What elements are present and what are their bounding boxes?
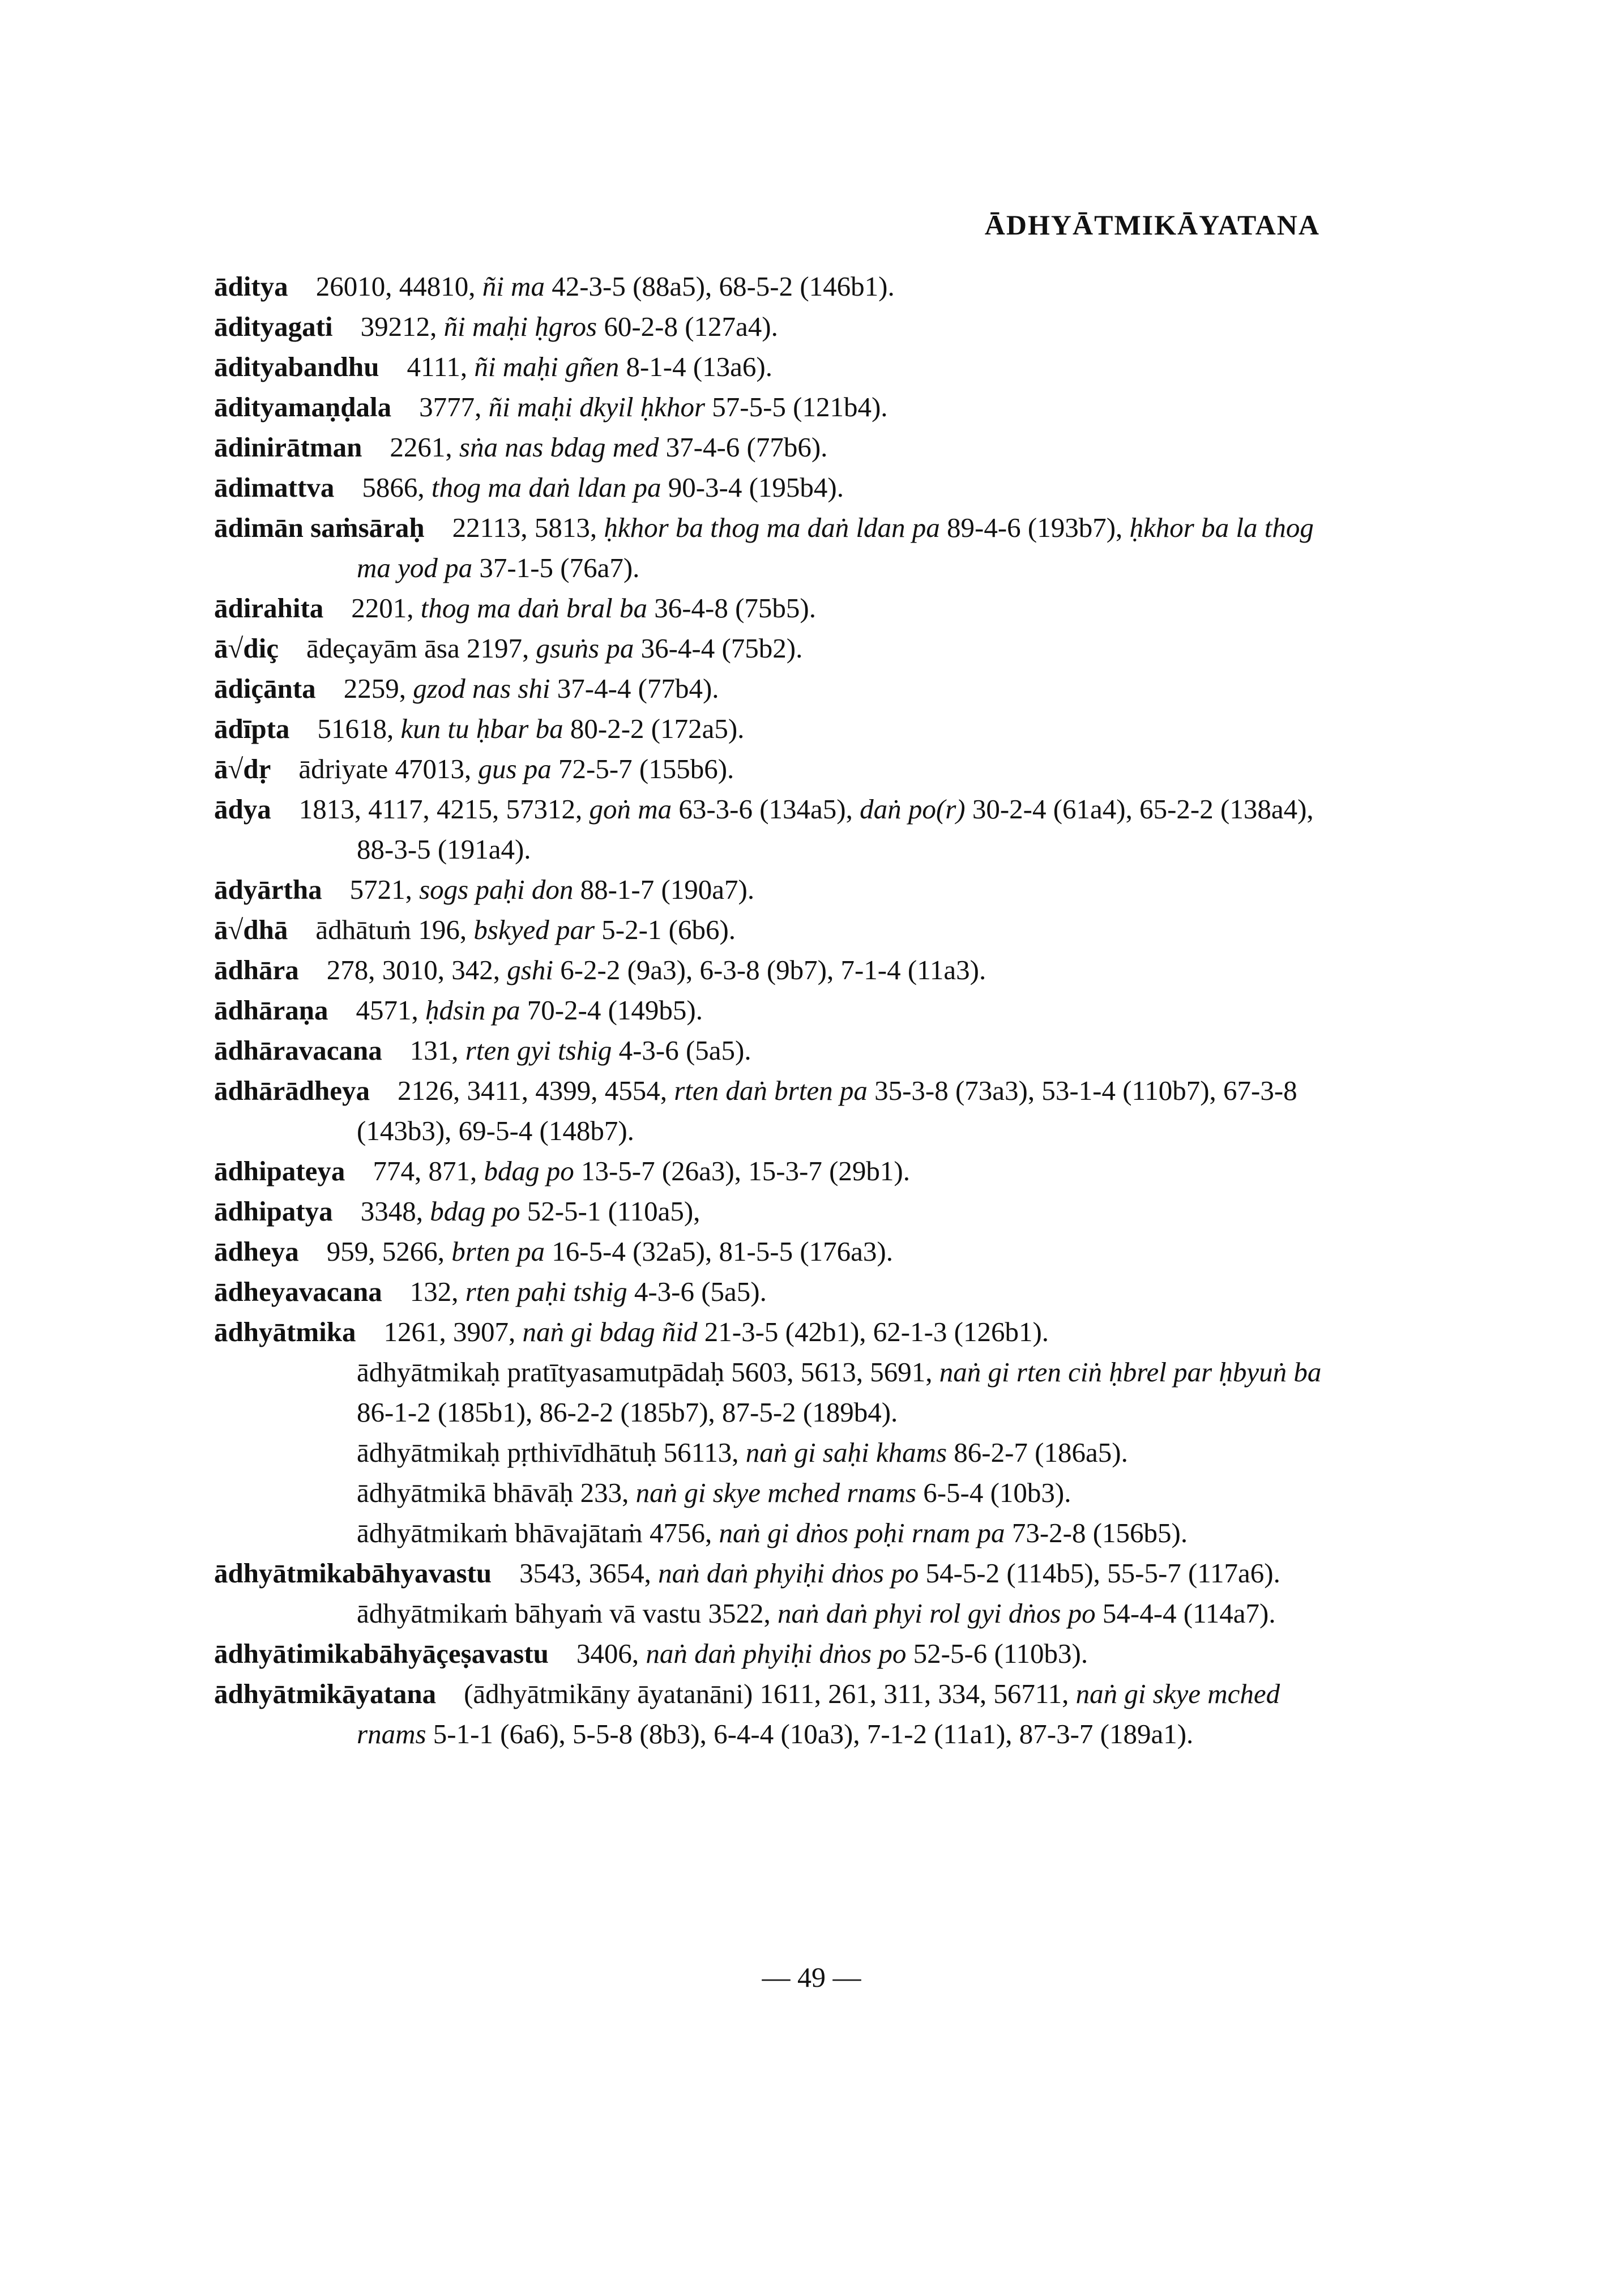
headword: ādya (214, 793, 271, 825)
dictionary-entry (214, 1674, 1324, 1754)
entry-text: 90-3-4 (195b4). (661, 472, 844, 503)
entry-text: ādhyātmikā bhāvāḥ 233, (357, 1477, 636, 1508)
dictionary-entry (214, 910, 1324, 950)
headword: āditya (214, 271, 288, 302)
dictionary-entry (214, 1271, 1324, 1312)
tibetan-equivalent: gus pa (478, 753, 552, 784)
headword: ādheyavacana (214, 1276, 382, 1307)
headword: ādhāra (214, 954, 299, 985)
dictionary-entry (214, 869, 1324, 910)
headword: ādhārādheya (214, 1075, 370, 1106)
headword: ādheya (214, 1236, 299, 1267)
sub-entry (214, 1593, 1324, 1633)
tibetan-equivalent: thog ma daṅ ldan pa (431, 472, 661, 503)
tibetan-equivalent: sṅa nas bdag med (459, 432, 659, 463)
headword: ādhāravacana (214, 1035, 382, 1066)
tibetan-equivalent: kun tu ḥbar ba (400, 713, 563, 744)
tibetan-equivalent: rten paḥi tshig (465, 1276, 627, 1307)
headword: ā√dhā (214, 914, 288, 945)
headword: ādhyātmikabāhyavastu (214, 1557, 492, 1589)
headword: ādityabandhu (214, 351, 379, 382)
dictionary-entry (214, 1030, 1324, 1070)
dictionary-entry (214, 306, 1324, 347)
tibetan-equivalent: naṅ gi skye mched rnams (635, 1477, 916, 1508)
tibetan-equivalent: naṅ gi skye mched rnams (357, 1678, 1280, 1749)
entry-text: 88-1-7 (190a7). (573, 874, 755, 905)
tibetan-equivalent: rten daṅ brten pa (674, 1075, 868, 1106)
headword: ādityagati (214, 311, 333, 342)
dictionary-entry (214, 1070, 1324, 1151)
headword: ādimattva (214, 472, 335, 503)
entry-text: 21-3-5 (42b1), 62-1-3 (126b1). (697, 1316, 1049, 1347)
tibetan-equivalent: sogs paḥi don (419, 874, 574, 905)
entry-text: 86-1-2 (185b1), 86-2-2 (185b7), 87-5-2 (189b4). (357, 1397, 898, 1428)
tibetan-equivalent: brten pa (451, 1236, 545, 1267)
tibetan-equivalent: naṅ daṅ phyiḥi dṅos po (658, 1557, 919, 1589)
entry-text: 30-2-4 (61a4), 65-2-2 (138a4), 88-3-5 (191a4). (357, 793, 1314, 865)
entry-text: 1261, 3907, (383, 1316, 523, 1347)
entry-text: 3406, (576, 1638, 646, 1669)
dictionary-entry (214, 1553, 1324, 1593)
tibetan-equivalent: ḥkhor ba la thog ma yod pa (357, 512, 1314, 583)
tibetan-equivalent: ñi maḥi dkyil ḥkhor (488, 391, 706, 423)
tibetan-equivalent: naṅ daṅ phyiḥi dṅos po (646, 1638, 907, 1669)
tibetan-equivalent: naṅ gi dṅos poḥi rnam pa (719, 1517, 1005, 1548)
entry-text: 54-5-2 (114b5), 55-5-7 (117a6). (919, 1557, 1280, 1589)
tibetan-equivalent: bskyed par (473, 914, 595, 945)
tibetan-equivalent: daṅ po(r) (860, 793, 966, 825)
dictionary-entry (214, 1312, 1324, 1352)
entry-text: 51618, (317, 713, 401, 744)
entry-text: 2261, (390, 432, 459, 463)
entry-text: ādeçayām āsa 2197, (306, 633, 536, 664)
entry-text: 54-4-4 (114a7). (1095, 1598, 1276, 1629)
dictionary-entry (214, 507, 1324, 588)
headword: ādhyātimikabāhyāçeṣavastu (214, 1638, 549, 1669)
entry-text: 3543, 3654, (519, 1557, 659, 1589)
entry-text: 73-2-8 (156b5). (1005, 1517, 1188, 1548)
tibetan-equivalent: thog ma daṅ bral ba (420, 592, 647, 624)
entry-text: 132, (409, 1276, 465, 1307)
entry-text: 3348, (360, 1196, 430, 1227)
entry-text: 39212, (360, 311, 444, 342)
sub-entry (214, 1473, 1324, 1513)
entry-text: 60-2-8 (127a4). (597, 311, 778, 342)
entry-list (214, 266, 1324, 1754)
entry-text: 959, 5266, (326, 1236, 452, 1267)
entry-text: 16-5-4 (32a5), 81-5-5 (176a3). (544, 1236, 893, 1267)
tibetan-equivalent: gshi (507, 954, 553, 985)
running-head: ĀDHYĀTMIKĀYATANA (984, 209, 1320, 241)
tibetan-equivalent: ḥkhor ba thog ma daṅ ldan pa (604, 512, 940, 543)
entry-text: 63-3-6 (134a5), (672, 793, 860, 825)
dictionary-entry (214, 347, 1324, 387)
entry-text: 35-3-8 (73a3), 53-1-4 (110b7), 67-3-8 (143b3), 69-5-4 (148b7). (357, 1075, 1297, 1146)
entry-text: ādhyātmikaḥ pratītyasamutpādaḥ 5603, 5613, 5691, (357, 1356, 939, 1388)
headword: ādhyātmikāyatana (214, 1678, 437, 1709)
headword: ādiçānta (214, 673, 316, 704)
entry-text: 36-4-4 (75b2). (634, 633, 803, 664)
dictionary-entry (214, 1633, 1324, 1674)
headword: ādirahita (214, 592, 324, 624)
entry-text: ādhātuṁ 196, (315, 914, 474, 945)
tibetan-equivalent: naṅ gi rten ciṅ ḥbrel par ḥbyuṅ ba (939, 1356, 1322, 1388)
entry-text: 4111, (407, 351, 475, 382)
headword: ādīpta (214, 713, 290, 744)
dictionary-entry (214, 628, 1324, 668)
headword: ādhipateya (214, 1155, 345, 1187)
entry-text: 4-3-6 (5a5). (627, 1276, 767, 1307)
headword: ādhipatya (214, 1196, 333, 1227)
entry-text: 774, 871, (373, 1155, 484, 1187)
entry-text: 37-4-4 (77b4). (550, 673, 719, 704)
dictionary-entry (214, 1151, 1324, 1191)
dictionary-entry (214, 990, 1324, 1030)
dictionary-entry (214, 789, 1324, 869)
tibetan-equivalent: goṅ ma (589, 793, 672, 825)
tibetan-equivalent: ḥdsin pa (425, 995, 520, 1026)
dictionary-entry (214, 588, 1324, 628)
entry-text: 1813, 4117, 4215, 57312, (298, 793, 590, 825)
tibetan-equivalent: naṅ gi saḥi khams (745, 1437, 947, 1468)
entry-text: 13-5-7 (26a3), 15-3-7 (29b1). (574, 1155, 910, 1187)
entry-text: 37-1-5 (76a7). (472, 552, 640, 583)
tibetan-equivalent: ñi maḥi gñen (474, 351, 620, 382)
entry-text: 2201, (351, 592, 421, 624)
dictionary-entry (214, 266, 1324, 306)
entry-text: 5866, (362, 472, 432, 503)
entry-text: 278, 3010, 342, (326, 954, 507, 985)
sub-entry (214, 1432, 1324, 1473)
entry-text: ādhyātmikaṁ bāhyaṁ vā vastu 3522, (357, 1598, 778, 1629)
entry-text: 6-5-4 (10b3). (916, 1477, 1071, 1508)
dictionary-entry (214, 1191, 1324, 1231)
entry-text: 52-5-6 (110b3). (906, 1638, 1088, 1669)
tibetan-equivalent: rten gyi tshig (465, 1035, 612, 1066)
headword: ādimān saṁsāraḥ (214, 512, 425, 543)
tibetan-equivalent: naṅ gi bdag ñid (522, 1316, 698, 1347)
headword: ādyārtha (214, 874, 322, 905)
entry-text: 4571, (356, 995, 426, 1026)
entry-text: 5721, (349, 874, 420, 905)
entry-text: 36-4-8 (75b5). (647, 592, 817, 624)
entry-text: 2126, 3411, 4399, 4554, (398, 1075, 674, 1106)
entry-text: 57-5-5 (121b4). (705, 391, 888, 423)
entry-text: 4-3-6 (5a5). (612, 1035, 751, 1066)
entry-text: 2259, (343, 673, 413, 704)
entry-text: 72-5-7 (155b6). (551, 753, 734, 784)
entry-text: 5-1-1 (6a6), 5-5-8 (8b3), 6-4-4 (10a3), 7-1-2 (11a1), 87-3-7 (189a1). (426, 1718, 1194, 1749)
entry-text: 80-2-2 (172a5). (563, 713, 745, 744)
headword: ā√diç (214, 633, 279, 664)
tibetan-equivalent: naṅ daṅ phyi rol gyi dṅos po (778, 1598, 1096, 1629)
tibetan-equivalent: ñi maḥi ḥgros (443, 311, 597, 342)
entry-text: 6-2-2 (9a3), 6-3-8 (9b7), 7-1-4 (11a3). (553, 954, 986, 985)
headword: ādhyātmika (214, 1316, 356, 1347)
entry-text: 52-5-1 (110a5), (520, 1196, 701, 1227)
tibetan-equivalent: bdag po (484, 1155, 574, 1187)
entry-text: 89-4-6 (193b7), (939, 512, 1130, 543)
dictionary-entry (214, 387, 1324, 427)
tibetan-equivalent: gsuṅs pa (536, 633, 634, 664)
headword: ādinirātman (214, 432, 362, 463)
dictionary-entry (214, 1231, 1324, 1271)
entry-text: 37-4-6 (77b6). (659, 432, 828, 463)
dictionary-entry (214, 467, 1324, 507)
dictionary-entry (214, 950, 1324, 990)
headword: ādhāraṇa (214, 995, 328, 1026)
page-number: — 49 — (762, 1961, 861, 1993)
headword: ā√dṛ (214, 753, 271, 784)
entry-text: ādriyate 47013, (298, 753, 479, 784)
tibetan-equivalent: gzod nas shi (413, 673, 550, 704)
tibetan-equivalent: bdag po (430, 1196, 520, 1227)
headword: ādityamaṇḍala (214, 391, 392, 423)
dictionary-entry (214, 709, 1324, 749)
entry-text: 26010, 44810, (315, 271, 482, 302)
dictionary-entry (214, 749, 1324, 789)
entry-text: ādhyātmikaḥ pṛthivīdhātuḥ 56113, (357, 1437, 746, 1468)
entry-text: 70-2-4 (149b5). (520, 995, 703, 1026)
entry-text: 5-2-1 (6b6). (595, 914, 736, 945)
tibetan-equivalent: ñi ma (482, 271, 545, 302)
entry-text: 3777, (419, 391, 489, 423)
entry-text: (ādhyātmikāny āyatanāni) 1611, 261, 311, 334, 56711, (464, 1678, 1076, 1709)
entry-text: 22113, 5813, (452, 512, 604, 543)
sub-entry (214, 1513, 1324, 1553)
dictionary-entry (214, 668, 1324, 709)
sub-entry (214, 1352, 1324, 1432)
entry-text: ādhyātmikaṁ bhāvajātaṁ 4756, (357, 1517, 719, 1548)
dictionary-entry (214, 427, 1324, 467)
entry-text: 131, (409, 1035, 465, 1066)
entry-text: 42-3-5 (88a5), 68-5-2 (146b1). (544, 271, 895, 302)
entry-text: 8-1-4 (13a6). (619, 351, 772, 382)
entry-text: 86-2-7 (186a5). (947, 1437, 1128, 1468)
